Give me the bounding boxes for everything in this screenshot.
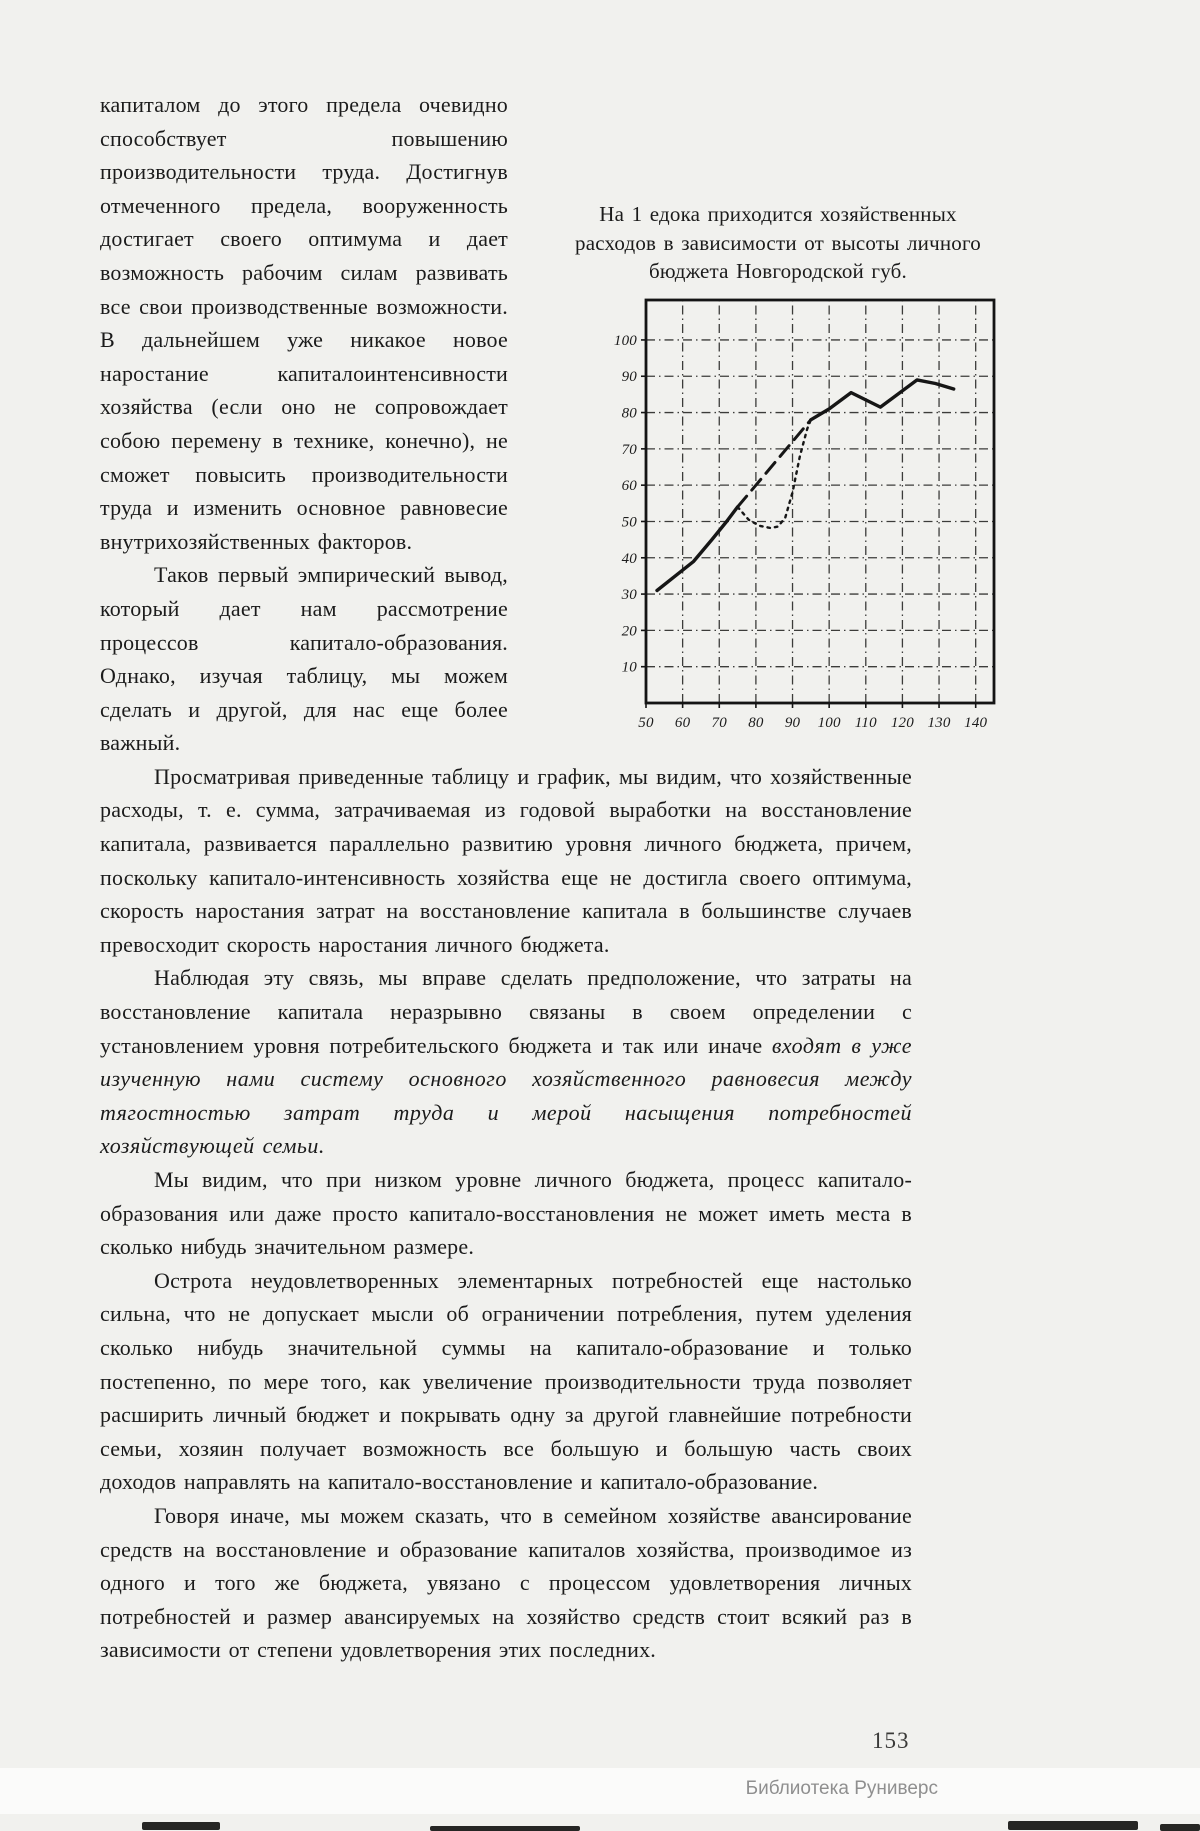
chart-caption: На 1 едока приходится хозяйственных расходов в зависимости от высоты личного бюджета Новгородской губ. — [575, 202, 981, 284]
svg-text:80: 80 — [748, 714, 764, 731]
paragraph-text: Острота неудовлетворенных элементарных потребностей еще настолько сильна, что не допускает мысли об ограничении потребления, путем уделения сколько нибудь значительной суммы на капитало-образование и только постепенно, по мере того, как увеличение производительности труда позволяет расширить личный бюджет и покрывать одну за другой главнейшие потребности семьи, хозяин получает возможность все большую и большую часть своих доходов направлять на капитало-восстановление и капитало-образование. — [100, 1267, 912, 1495]
body-text — [100, 88, 988, 1667]
paragraph-text: капиталом до этого предела очевидно способствует повышению производительности труда. Достигнув отмеченного предела, вооруженность достигает своего оптимума и дает возможность рабочим силам развивать все свои производственные возможности. В дальнейшем уже никакое новое наростание капиталоинтенсивности хозяйства (если оно не сопровождает собою перемену в технике, конечно), не сможет повысить производительности труда и изменить основное равновесие внутрихозяйственных факторов. — [100, 92, 508, 554]
svg-text:50: 50 — [638, 714, 654, 731]
svg-text:120: 120 — [890, 714, 914, 731]
svg-text:90: 90 — [621, 368, 637, 385]
paragraph-text: Мы видим, что при низком уровне личного бюджета, процесс капитало-образования или даже просто капитало-восстановления не может иметь места в сколько нибудь значительном размере. — [100, 1167, 912, 1260]
scan-edge-artifact — [430, 1826, 580, 1831]
paragraph-text: Просматривая приведенные таблицу и график, мы видим, что хозяйственные расходы, т. е. сумма, затрачиваемая из годовой выработки на восстановление капитала, развивается параллельно развитию уровня личного бюджета, причем, поскольку капитало-интенсивность хозяйства еще не достигла своего оптимума, скорость наростания затрат на восстановление капитала в большинстве случаев превосходит скорость наростания личного бюджета. — [100, 763, 912, 957]
svg-text:70: 70 — [711, 714, 727, 731]
svg-text:60: 60 — [621, 477, 637, 494]
chart-figure — [528, 200, 1008, 746]
paragraph-text: Наблюдая эту связь, мы вправе сделать предположение, что затраты на восстановление капитала неразрывно связаны в своем определении с установлением уровня потребительского бюджета и так или иначе — [100, 965, 912, 1058]
svg-text:40: 40 — [621, 550, 637, 567]
svg-text:110: 110 — [854, 714, 877, 731]
paragraph-6 — [100, 1264, 912, 1499]
budget-expenses-line-chart — [598, 292, 1008, 737]
paragraph-text: Таков первый эмпирический вывод, который дает нам рассмотрение процессов капитало-образования. Однако, изучая таблицу, мы можем сделать и другой, для нас еще более важный. — [100, 562, 508, 756]
footer-band — [0, 1768, 1200, 1814]
svg-text:100: 100 — [817, 714, 841, 731]
scan-edge-artifact — [142, 1822, 220, 1830]
page-number: 153 — [872, 1728, 910, 1753]
svg-text:90: 90 — [784, 714, 801, 731]
svg-text:80: 80 — [621, 405, 637, 422]
svg-text:140: 140 — [964, 714, 988, 731]
paragraph-4 — [100, 961, 912, 1163]
paragraph-text: Говоря иначе, мы можем сказать, что в семейном хозяйстве авансирование средств на восстановление и образование капиталов хозяйства, производимое из одного и того же бюджета, увязано с процессом удовлетворения личных потребностей и размер авансируемых на хозяйство средств стоит всякий раз в зависимости от степени удовлетворения этих последних. — [100, 1502, 912, 1663]
svg-text:20: 20 — [621, 623, 637, 640]
paragraph-5 — [100, 1163, 912, 1264]
svg-text:100: 100 — [613, 332, 637, 349]
paragraph-7 — [100, 1499, 912, 1667]
scan-edge-artifact — [1008, 1821, 1138, 1830]
paragraph-italic-text: входят в уже изученную нами систему основного хозяйственного равновесия между тягостностью затрат труда и мерой насыщения потребностей хозяйствующей семьи. — [100, 1032, 912, 1159]
svg-text:130: 130 — [927, 714, 951, 731]
scan-edge-artifact — [1160, 1824, 1200, 1831]
paragraph-3 — [100, 760, 912, 962]
chart-area — [528, 292, 1008, 747]
svg-text:70: 70 — [621, 441, 637, 458]
svg-text:10: 10 — [621, 659, 637, 676]
svg-text:50: 50 — [621, 514, 637, 531]
svg-text:30: 30 — [621, 586, 637, 603]
library-watermark: Библиотека Руниверс — [745, 1778, 938, 1799]
svg-text:60: 60 — [674, 714, 691, 731]
